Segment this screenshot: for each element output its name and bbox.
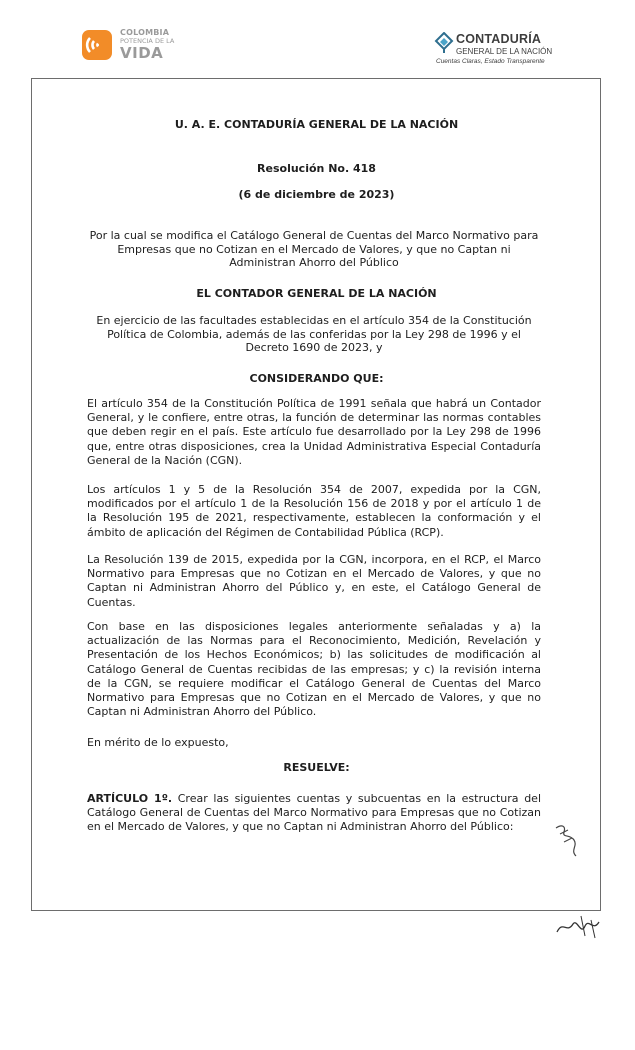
considering-paragraph: El artículo 354 de la Constitución Política de 1991 señala que habrá un Contador General, y le confiere, entre otras, la función de determinar las normas contables que deben regir en el país. Este artículo fue desarrollado por la Ley 298 de 1996 que, entre otras disposiciones, crea la Unidad Administrativa Especial Contaduría General de la Nación (CGN). (87, 397, 541, 467)
resolution-intro: Por la cual se modifica el Catálogo General de Cuentas del Marco Normativo para Empresas que no Cotizan en el Mercado de Valores, y que no Captan ni Administran Ahorro del Público (89, 229, 539, 269)
logo-line-2: POTENCIA DE LA (120, 37, 175, 46)
contaduria-diamond-icon (434, 32, 454, 54)
colombia-potencia-icon (80, 28, 114, 62)
considering-paragraph: Con base en las disposiciones legales anteriormente señaladas y a) la actualización de las Normas para el Reconocimiento, Medición, Revelación y Presentación de los Hechos Económicos; b) las solicitudes de modificación al Catálogo General de Cuentas recibidas de las empresas; y c) la revisión interna de la CGN, se requiere modificar el Catálogo General de Cuentas del Marco Normativo para Empresas que no Cotizan en el Mercado de Valores, y que no Captan ni Administran Ahorro del Público. (87, 620, 541, 719)
considering-heading: CONSIDERANDO QUE: (249, 372, 384, 385)
logo-line-1: COLOMBIA (120, 28, 170, 38)
considering-paragraph: La Resolución 139 de 2015, expedida por la CGN, incorpora, en el RCP, el Marco Normativo para Empresas que no Cotizan en el Mercado de Valores, y que no Captan ni Administran Ahorro del Público y, en este, el Catálogo General de Cuentas. (87, 553, 541, 609)
article-1-label: ARTÍCULO 1º. (87, 792, 173, 805)
logo-tagline: Cuentas Claras, Estado Transparente (436, 58, 545, 65)
logo-subtitle: GENERAL DE LA NACIÓN (456, 47, 553, 56)
powers-paragraph: En ejercicio de las facultades establecidas en el artículo 354 de la Constitución Política de Colombia, además de las conferidas por la Ley 298 de 1996 y el Decreto 1690 de 2023, y (96, 314, 532, 354)
issuer-title: EL CONTADOR GENERAL DE LA NACIÓN (196, 287, 437, 300)
entity-title: U. A. E. CONTADURÍA GENERAL DE LA NACIÓN (174, 118, 459, 131)
resolves-heading: RESUELVE: (283, 761, 350, 774)
page-header (0, 0, 635, 80)
logo-name: CONTADURÍA (456, 32, 542, 46)
considering-paragraph: Los artículos 1 y 5 de la Resolución 354 de 2007, expedida por la CGN, modificados por el artículo 1 de la Resolución 156 de 2018 y por el artículo 1 de la Resolución 195 de 2021, respectivamente, establecen la conformación y el ámbito de aplicación del Régimen de Contabilidad Pública (RCP). (87, 483, 541, 539)
considering-closing: En mérito de lo expuesto, (87, 736, 229, 749)
article-1 (87, 792, 541, 835)
logo-line-3: VIDA (120, 43, 164, 62)
colombia-logo (80, 28, 174, 62)
article-1-text: Crear las siguientes cuentas y subcuentas en la estructura del Catálogo General de Cuentas del Marco Normativo para Empresas que no Cotizan en el Mercado de Valores, y que no Captan ni Administran Ahorro del Público: (87, 792, 542, 834)
signature-mark-icon (555, 910, 603, 940)
initials-mark-icon (552, 820, 586, 860)
contaduria-logo (432, 30, 562, 70)
resolution-date: (6 de diciembre de 2023) (238, 188, 395, 201)
resolution-number: Resolución No. 418 (257, 162, 376, 175)
